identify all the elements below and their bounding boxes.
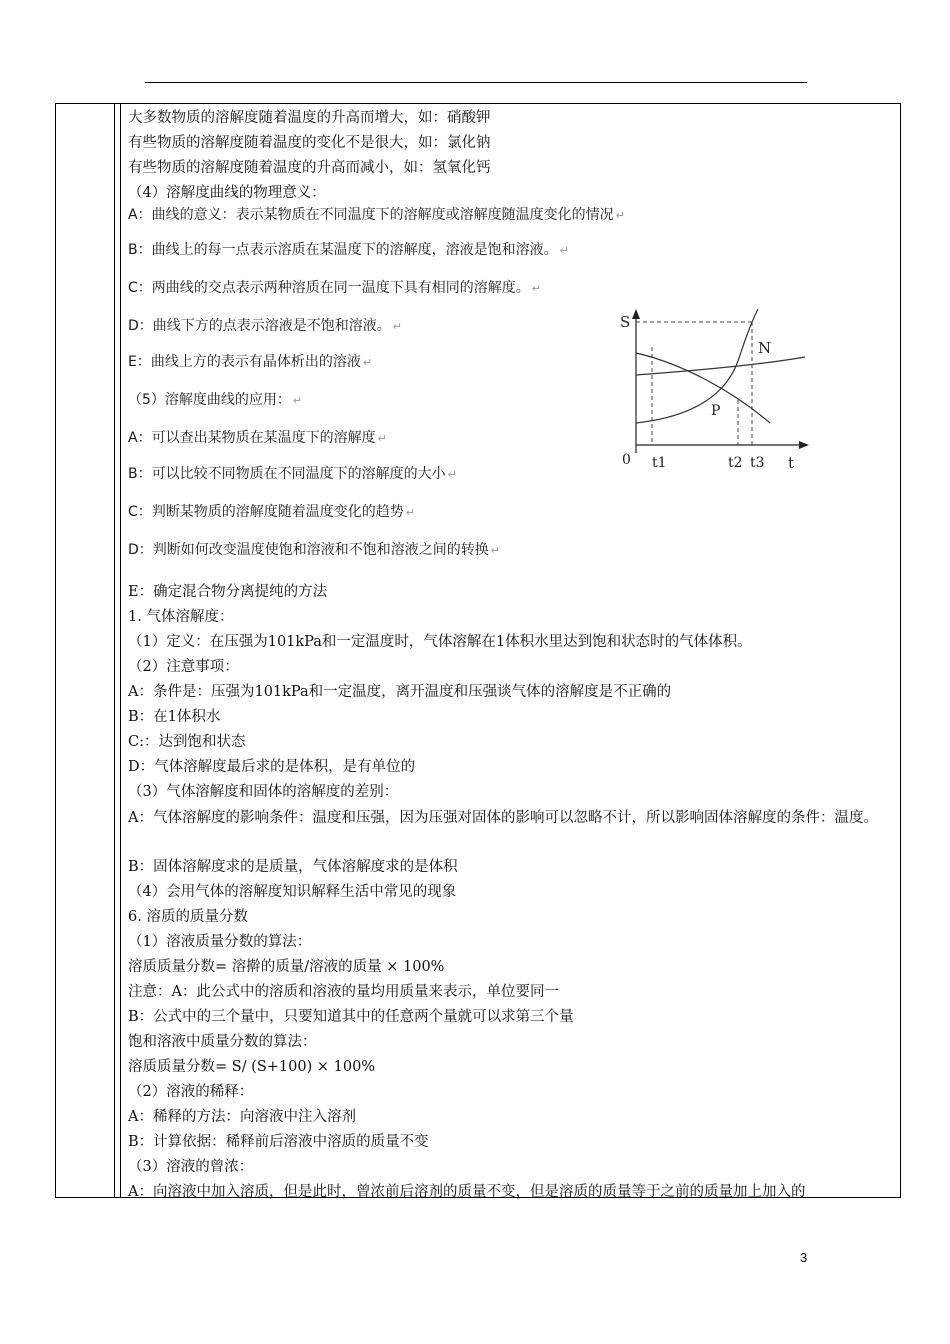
image-text-line: D：判断如何改变温度使饱和溶液和不饱和溶液之间的转换 ↵ — [128, 542, 500, 558]
point-n-label: N — [758, 339, 772, 357]
formula-line: 溶质质量分数= S/ (S+100) × 100% — [128, 1059, 376, 1075]
image-text-line: A：曲线的意义：表示某物质在不同温度下的溶解度或溶解度随温度变化的情况 ↵ — [128, 207, 625, 223]
tick-label-t1: t1 — [652, 455, 667, 471]
content-table — [55, 103, 901, 1198]
tick-label-t2: t2 — [728, 455, 743, 471]
table-column-divider — [114, 104, 115, 1197]
page-number: 3 — [800, 1250, 808, 1265]
image-text-line: A：可以查出某物质在某温度下的溶解度 ↵ — [128, 430, 387, 446]
text-line: （2）注意事项： — [128, 659, 239, 675]
text-line: A：条件是：压强为101kPa和一定温度，离开温度和压强谈气体的溶解度是不正确的 — [128, 684, 672, 700]
header-rule — [145, 82, 807, 83]
text-line: （1）定义：在压强为101kPa和一定温度时，气体溶解在1体积水里达到饱和状态时的气体体积。 — [128, 634, 752, 650]
text-line: 1. 气体溶解度： — [128, 609, 234, 625]
text-line: （3）溶液的曾浓： — [128, 1159, 254, 1175]
text-line: E：确定混合物分离提纯的方法 — [128, 584, 328, 600]
y-axis-arrow — [632, 309, 640, 319]
text-line: （1）溶液质量分数的算法： — [128, 934, 312, 950]
text-paragraph: A：气体溶解度的影响条件：温度和压强，因为压强对固体的影响可以忽略不计，所以影响固体溶解度的条件：温度。 — [128, 810, 878, 826]
text-line: B：计算依据：稀释前后溶液中溶质的质量不变 — [128, 1134, 429, 1150]
text-line: （4）会用气体的溶解度知识解释生活中常见的现象 — [128, 884, 457, 900]
solubility-curve-diagram — [610, 305, 820, 475]
diagram-svg — [610, 305, 820, 475]
text-line: （4）溶解度曲线的物理意义： — [128, 185, 326, 201]
text-line: C:：达到饱和状态 — [128, 734, 246, 750]
formula-line: 溶质质量分数= 溶擀的质量/溶液的质量 × 100% — [128, 959, 445, 975]
point-p-label: P — [711, 403, 721, 419]
curve-decreasing — [636, 353, 770, 423]
text-line: 6. 溶质的质量分数 — [128, 909, 248, 925]
text-line: 注意：A：此公式中的溶质和溶液的量均用质量来表示，单位要同一 — [128, 984, 559, 1000]
text-line: A：稀释的方法：向溶液中注入溶剂 — [128, 1109, 356, 1125]
text-line: 大多数物质的溶解度随着温度的升高而增大，如：硝酸钾 — [128, 110, 491, 126]
text-line: B：公式中的三个量中，只要知道其中的任意两个量就可以求第三个量 — [128, 1009, 574, 1025]
text-line: A：向溶液中加入溶质，但是此时，曾浓前后溶剂的质量不变，但是溶质的质量等于之前的质量加上加入的 — [128, 1184, 806, 1200]
text-line: 有些物质的溶解度随着温度的变化不是很大，如：氯化钠 — [128, 135, 491, 151]
image-text-line: C：两曲线的交点表示两种溶质在同一温度下具有相同的溶解度。 ↵ — [128, 280, 541, 296]
x-axis-arrow — [799, 441, 809, 449]
text-line: （2）溶液的稀释： — [128, 1084, 254, 1100]
text-line: 饱和溶液中质量分数的算法： — [128, 1034, 317, 1050]
x-axis-label: t — [788, 454, 795, 472]
image-text-line: （5）溶解度曲线的应用： ↵ — [128, 392, 303, 408]
text-line: D：气体溶解度最后求的是体积，是有单位的 — [128, 759, 416, 775]
origin-label: 0 — [622, 452, 631, 468]
text-line: （3）气体溶解度和固体的溶解度的差别： — [128, 784, 399, 800]
text-line: B：在1体积水 — [128, 709, 221, 725]
image-text-line: D：曲线下方的点表示溶液是不饱和溶液。 ↵ — [128, 318, 402, 334]
text-line: 有些物质的溶解度随着温度的升高而减小，如：氢氧化钙 — [128, 160, 491, 176]
image-text-line: B：曲线上的每一点表示溶质在某温度下的溶解度，溶液是饱和溶液。 ↵ — [128, 242, 569, 258]
y-axis-label: S — [620, 313, 631, 331]
image-text-line: E：曲线上方的表示有晶体析出的溶液 ↵ — [128, 354, 373, 370]
text-line: B：固体溶解度求的是质量，气体溶解度求的是体积 — [128, 859, 458, 875]
table-column-divider — [120, 104, 121, 1197]
tick-label-t3: t3 — [750, 455, 765, 471]
image-text-line: C：判断某物质的溶解度随着温度变化的趋势 ↵ — [128, 504, 415, 520]
image-text-line: B：可以比较不同物质在不同温度下的溶解度的大小 ↵ — [128, 466, 457, 482]
